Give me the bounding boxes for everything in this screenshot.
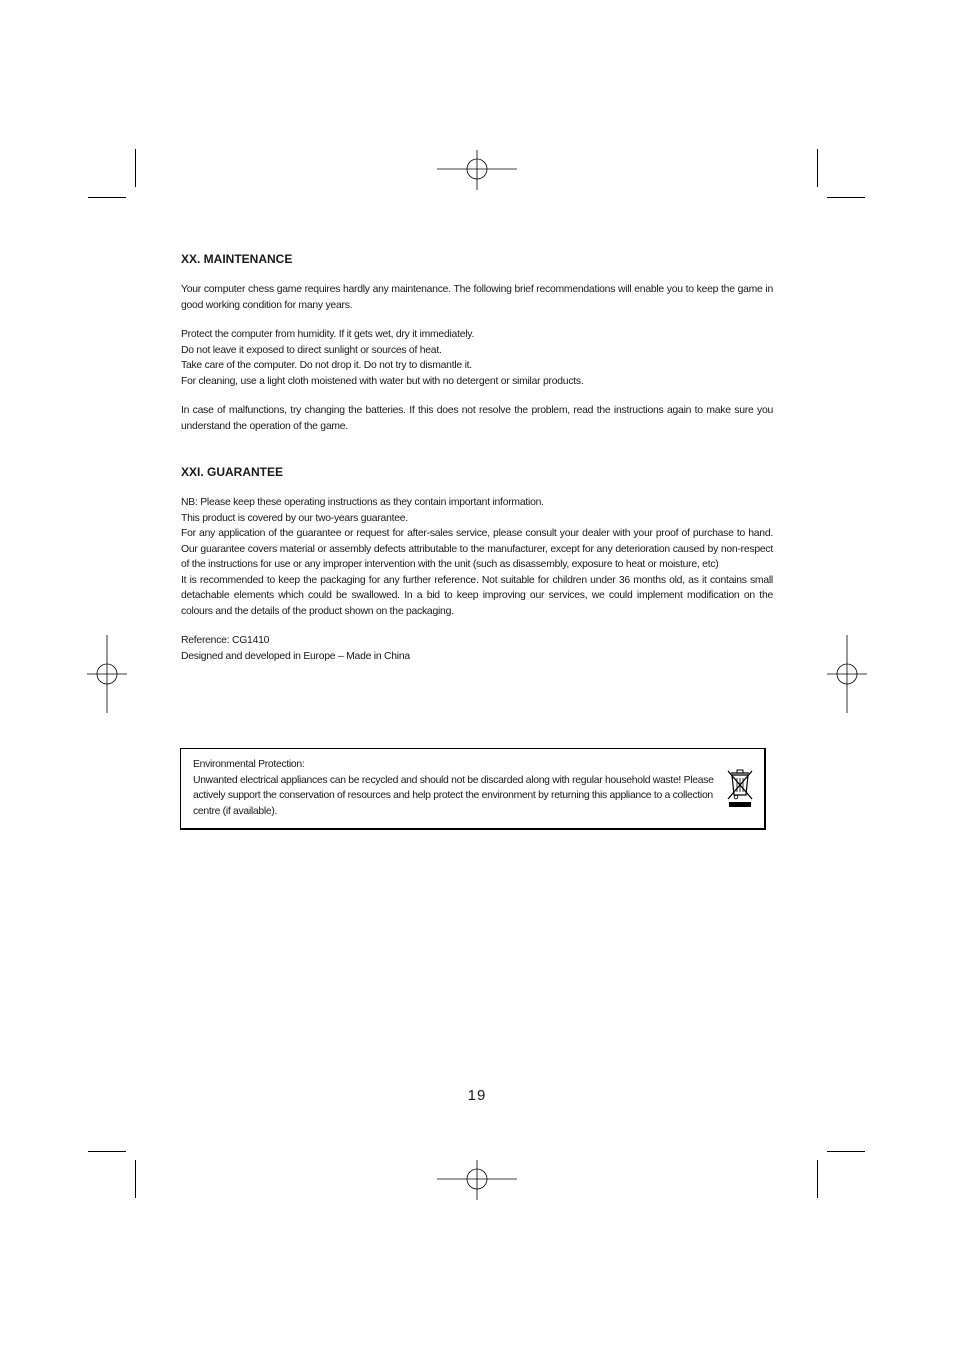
guarantee-line: It is recommended to keep the packaging for any further reference. Not suitable for children under 36 months old, as it contains small detachable elements which could be swallowed. In a bid to keep improving our services, we could implement modification on the colours and the details of the product shown on the packaging. (181, 574, 773, 617)
registration-mark-left (87, 635, 127, 713)
registration-mark-top (437, 150, 517, 190)
registration-mark-right (827, 635, 867, 713)
crop-mark (827, 1151, 865, 1152)
crop-mark (827, 197, 865, 198)
environmental-protection-text: Unwanted electrical appliances can be recycled and should not be discarded along with regular household waste! Please actively support the conservation of resources and help protect the environment by returning this appliance to a collection centre (if available). (193, 774, 714, 817)
page-content (181, 251, 773, 664)
guarantee-line: For any application of the guarantee or request for after-sales service, please consult your dealer with your proof of purchase to hand. Our guarantee covers material or assembly defects attributable to the manufacturer, except for any deterioration caused by non-respect of the instructions for use or any improper intervention with the unit (such as disassembly, exposure to heat or moisture, etc) (181, 528, 773, 570)
crop-mark (135, 1160, 136, 1198)
maintenance-tip: For cleaning, use a light cloth moistened with water but with no detergent or similar products. (181, 375, 584, 387)
maintenance-malfunction: In case of malfunctions, try changing the batteries. If this does not resolve the problem, read the instructions again to make sure you understand the operation of the game. (181, 405, 773, 432)
guarantee-line: NB: Please keep these operating instructions as they contain important information. (181, 497, 544, 508)
page-number: 19 (467, 1087, 487, 1104)
crop-mark (817, 149, 818, 187)
guarantee-line: This product is covered by our two-years guarantee. (181, 512, 408, 524)
guarantee-heading: XXI. GUARANTEE (181, 465, 284, 479)
product-reference: Reference: CG1410 (181, 635, 270, 646)
maintenance-intro: Your computer chess game requires hardly any maintenance. The following brief recommendations will enable you to keep the game in good working condition for many years. (181, 284, 773, 311)
maintenance-tip: Protect the computer from humidity. If it gets wet, dry it immediately. (181, 329, 475, 340)
environmental-protection-title: Environmental Protection: (193, 759, 305, 770)
environmental-protection-box (180, 748, 766, 830)
product-origin: Designed and developed in Europe – Made in China (181, 650, 410, 662)
maintenance-heading: XX. MAINTENANCE (181, 252, 293, 266)
crop-mark (817, 1160, 818, 1198)
weee-crossed-bin-icon (727, 769, 753, 809)
crop-mark (135, 149, 136, 187)
registration-mark-bottom (437, 1160, 517, 1200)
crop-mark (88, 197, 126, 198)
maintenance-tip: Take care of the computer. Do not drop it. Do not try to dismantle it. (181, 360, 472, 371)
crop-mark (88, 1151, 126, 1152)
maintenance-tip: Do not leave it exposed to direct sunlight or sources of heat. (181, 344, 442, 356)
